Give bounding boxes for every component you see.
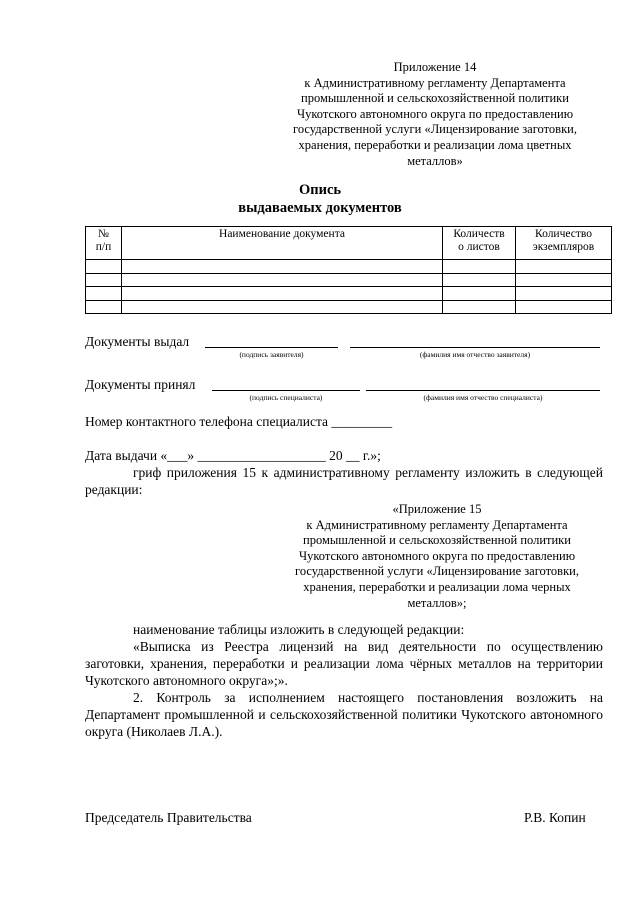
accepted-name-line bbox=[366, 390, 600, 391]
header-document-name: Наименование документа bbox=[122, 227, 443, 260]
accepted-name-caption: (фамилия имя отчество специалиста) bbox=[423, 393, 543, 402]
table-row bbox=[86, 300, 612, 314]
table-cell bbox=[122, 300, 443, 314]
appendix-15-header: «Приложение 15 к Административному регламенту Департамента промышленной и сельскохозяйственной политики Чукотского автономного округа по предоставлению государственной услуги «Лицензирование заготовки, хранения, переработки и реализации лома черных металлов»; bbox=[295, 502, 579, 610]
table-cell bbox=[86, 273, 122, 287]
body-paragraph-2: наименование таблицы изложить в следующей редакции: bbox=[133, 622, 465, 637]
issued-name-line bbox=[350, 347, 600, 348]
table-cell bbox=[516, 300, 612, 314]
table-cell bbox=[86, 287, 122, 301]
table-row bbox=[86, 273, 612, 287]
specialist-phone: Номер контактного телефона специалиста _________ bbox=[85, 414, 393, 429]
document-title: Опись bbox=[298, 182, 342, 198]
table-cell bbox=[86, 300, 122, 314]
table-row bbox=[86, 260, 612, 274]
signatory-position: Председатель Правительства bbox=[85, 810, 252, 825]
body-paragraph-4: 2. Контроль за исполнением настоящего постановления возложить на Департамент промышленной и сельскохозяйственной политики Чукотского автономного округа (Николаев Л.А.). bbox=[85, 690, 603, 739]
table-cell bbox=[122, 260, 443, 274]
table-cell bbox=[443, 260, 516, 274]
table-cell bbox=[443, 300, 516, 314]
table-cell bbox=[516, 287, 612, 301]
table-cell bbox=[86, 260, 122, 274]
table-header-row bbox=[86, 227, 612, 260]
body-paragraph-1: гриф приложения 15 к административному регламенту изложить в следующей редакции: bbox=[85, 465, 603, 497]
header-copy-count: Количество экземпляров bbox=[516, 227, 612, 260]
table-cell bbox=[443, 287, 516, 301]
table-cell bbox=[122, 287, 443, 301]
issued-name-caption: (фамилия имя отчество заявителя) bbox=[419, 350, 531, 359]
issued-signature-caption: (подпись заявителя) bbox=[239, 350, 304, 359]
document-subtitle: выдаваемых документов bbox=[238, 200, 402, 216]
issue-date: Дата выдачи «___» ___________________ 20 __ г.»; bbox=[85, 448, 381, 463]
accepted-signature-line bbox=[212, 390, 360, 391]
accepted-label: Документы принял bbox=[85, 377, 196, 392]
header-number: № п/п bbox=[86, 227, 122, 260]
table-row bbox=[86, 287, 612, 301]
issued-signature-line bbox=[205, 347, 338, 348]
table-cell bbox=[516, 273, 612, 287]
accepted-signature-caption: (подпись специалиста) bbox=[249, 393, 323, 402]
body-paragraph-3: «Выписка из Реестра лицензий на вид деятельности по осуществлению заготовки, хранения, переработки и реализации лома чёрных металлов на территории Чукотского автономного округа»;». bbox=[85, 639, 603, 688]
issued-label: Документы выдал bbox=[85, 334, 190, 349]
table-cell bbox=[122, 273, 443, 287]
table-cell bbox=[443, 273, 516, 287]
table-cell bbox=[516, 260, 612, 274]
header-sheet-count: Количеств о листов bbox=[443, 227, 516, 260]
appendix-14-header: Приложение 14 к Административному регламенту Департамента промышленной и сельскохозяйственной политики Чукотского автономного округа по предоставлению государственной услуги «Лицензирование заготовки, хранения, переработки и реализации лома цветных металлов» bbox=[293, 60, 577, 168]
signatory-name: Р.В. Копин bbox=[524, 810, 586, 825]
documents-table bbox=[85, 226, 612, 314]
